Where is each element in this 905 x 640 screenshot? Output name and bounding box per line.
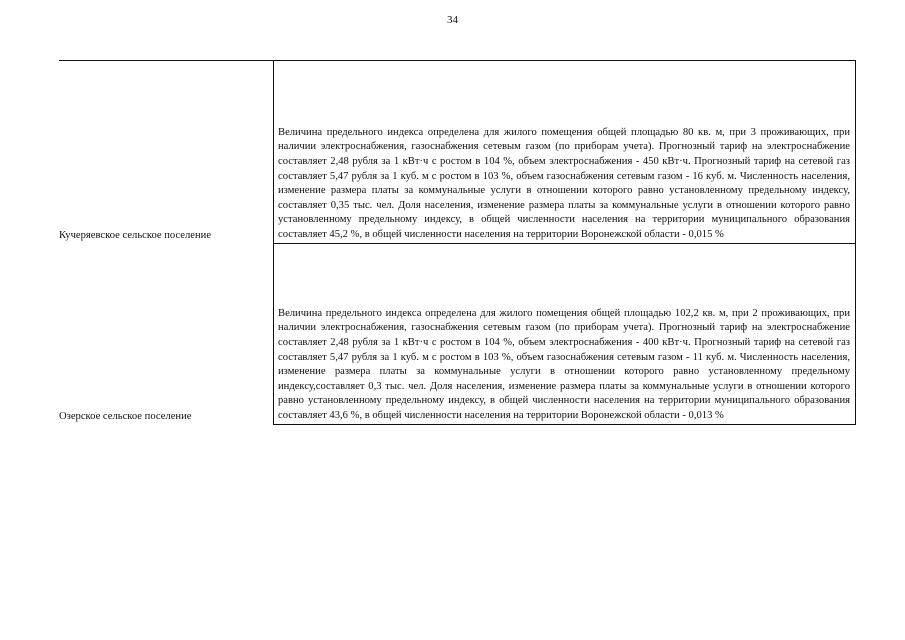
table-row bbox=[59, 243, 856, 424]
table-row bbox=[59, 61, 856, 244]
page-number: 34 bbox=[447, 14, 458, 26]
settlement-description-cell bbox=[274, 61, 856, 244]
settlement-description-cell bbox=[274, 243, 856, 424]
settlement-name-cell bbox=[59, 61, 274, 244]
settlements-table bbox=[59, 60, 856, 425]
settlement-name: Кучеряевское сельское поселение bbox=[59, 230, 212, 241]
settlement-description: Величина предельного индекса определена для жилого помещения общей площадью 80 кв. м, при 3 проживающих, при наличии электроснабжения, газоснабжения сетевым газом (по приборам учета). Прогнозный тариф на электроснабжение составляет 2,48 рубля за 1 кВт·ч с ростом в 104 %, объем электроснабжения - 450 кВт·ч. Прогнозный тариф на сетевой газ составляет 5,47 рубля за 1 куб. м с ростом в 103 %, объем газоснабжения сетевым газом - 16 куб. м. Численность населения, изменение размера платы за коммунальные услуги в отношении которого равно установленному предельному индексу, составляет 0,35 тыс. чел. Доля населения, изменение размера платы за коммунальные услуги в отношении которого равно установленному предельному индексу, в общей численности населения на территории муниципального образования составляет 45,2 %, в общей численности населения на территории Воронежской области - 0,015 % bbox=[278, 126, 850, 240]
settlement-name: Озерское сельское поселение bbox=[59, 411, 192, 422]
settlement-name-cell bbox=[59, 243, 274, 424]
settlement-description: Величина предельного индекса определена для жилого помещения общей площадью 102,2 кв. м, при 2 проживающих, при наличии электроснабжения, газоснабжения сетевым газом (по приборам учета). Прогнозный тариф на электроснабжение составляет 2,48 рубля за 1 кВт·ч с ростом в 104 %, объем электроснабжения - 400 кВт·ч. Прогнозный тариф на сетевой газ составляет 5,47 рубля за 1 куб. м с ростом в 103 %, объем газоснабжения сетевым газом - 11 куб. м. Численность населения, изменение размера платы за коммунальные услуги в отношении которого равно установленному предельному индексу,составляет 0,3 тыс. чел. Доля населения, изменение размера платы за коммунальные услуги в отношении которого равно установленному предельному индексу, в общей численности населения на территории муниципального образования составляет 43,6 %, в общей численности населения на территории Воронежской области - 0,013 % bbox=[278, 307, 850, 421]
